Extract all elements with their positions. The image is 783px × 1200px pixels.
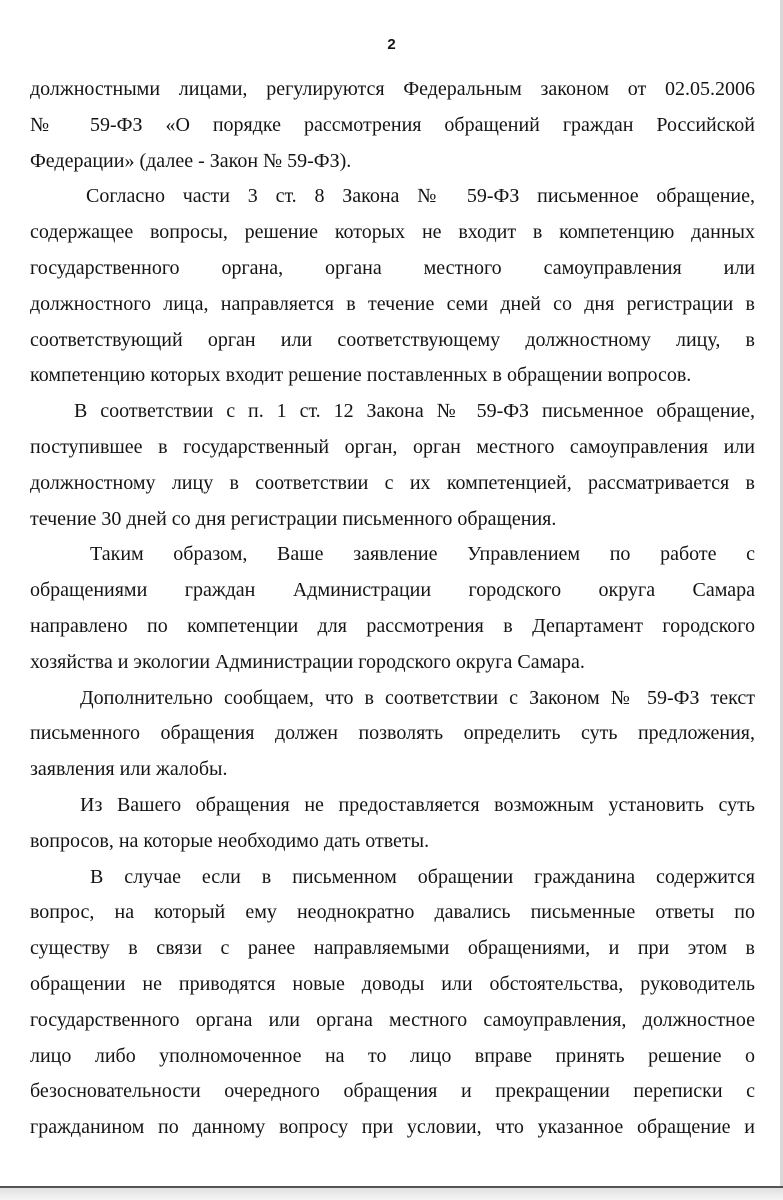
text-line: Согласно части 3 ст. 8 Закона № 59-ФЗ письменное обращение, [86, 185, 755, 208]
text-line: обращении не приводятся новые доводы или обстоятельства, руководитель [30, 972, 755, 995]
text-line: государственного органа, органа местного самоуправления или [30, 256, 755, 279]
text-line: содержащее вопросы, решение которых не входит в компетенцию данных [30, 221, 755, 244]
text-line: компетенцию которых входит решение поставленных в обращении вопросов. [30, 364, 692, 387]
paragraph-forwarded [30, 537, 755, 680]
letter-body [30, 72, 755, 1146]
text-line: направлено по компетенции для рассмотрения в Департамент городского [30, 614, 755, 637]
text-line: В соответствии с п. 1 ст. 12 Закона № 59-ФЗ письменное обращение, [74, 400, 755, 423]
paragraph-unclear-request [30, 788, 755, 860]
text-line: безосновательности очередного обращения и прекращении переписки с [30, 1080, 755, 1103]
text-line: существу в связи с ранее направляемыми обращениями, и при этом в [30, 937, 755, 960]
text-line: должностного лица, направляется в течение семи дней со дня регистрации в [30, 292, 755, 315]
text-line: В случае если в письменном обращении гражданина содержится [90, 865, 755, 888]
text-line: лицо либо уполномоченное на то лицо вправе принять решение о [30, 1044, 755, 1067]
text-line: № 59-ФЗ «О порядке рассмотрения обращений граждан Российской [30, 113, 755, 136]
text-line: Дополнительно сообщаем, что в соответствии с Законом № 59-ФЗ текст [80, 686, 755, 709]
text-line: Таким образом, Ваше заявление Управлением по работе с [90, 543, 755, 566]
text-line: Из Вашего обращения не предоставляется возможным установить суть [80, 793, 755, 816]
text-line: гражданином по данному вопросу при условии, что указанное обращение и [30, 1116, 755, 1139]
text-line: должностными лицами, регулируются Федеральным законом от 02.05.2006 [30, 78, 755, 100]
text-line: вопрос, на который ему неоднократно давались письменные ответы по [30, 901, 755, 924]
text-line: должностному лицу в соответствии с их компетенцией, рассматривается в [30, 471, 755, 494]
text-line: соответствующий орган или соответствующему должностному лицу, в [30, 328, 755, 351]
text-line: поступившее в государственный орган, орган местного самоуправления или [30, 435, 755, 458]
text-line: государственного органа или органа местного самоуправления, должностное [30, 1008, 755, 1031]
text-line: вопросов, на которые необходимо дать ответы. [30, 829, 430, 852]
scan-edge-bottom [0, 1186, 783, 1200]
page-number: 2 [387, 36, 396, 53]
text-line: Федерации» (далее - Закон № 59-ФЗ). [30, 149, 352, 172]
paragraph-law-reference [30, 72, 755, 179]
paragraph-review-period [30, 394, 755, 537]
paragraph-competence-redirect [30, 179, 755, 394]
paragraph-repeated-appeal [30, 860, 755, 1146]
text-line: письменного обращения должен позволять определить суть предложения, [30, 722, 755, 745]
paragraph-requirements [30, 681, 755, 788]
text-line: хозяйства и экологии Администрации городского округа Самара. [30, 650, 585, 673]
text-line: заявления или жалобы. [30, 758, 228, 781]
text-line: обращениями граждан Администрации городского округа Самара [30, 579, 755, 602]
text-line: течение 30 дней со дня регистрации письменного обращения. [30, 507, 557, 530]
